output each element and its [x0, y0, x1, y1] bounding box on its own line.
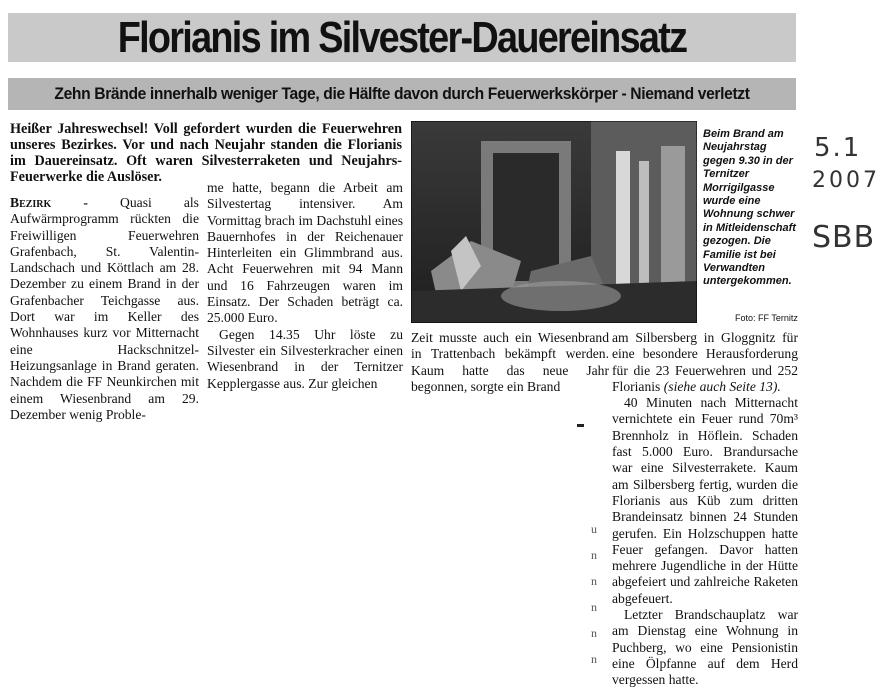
fire-damage-photo — [411, 121, 697, 323]
dateline: Bezirk - — [10, 195, 88, 210]
scan-mark — [577, 424, 584, 427]
handwritten-initials: SBB — [812, 220, 876, 255]
lead-paragraph: Heißer Jahreswechsel! Voll gefordert wurden die Feuerwehren unseres Bezirkes. Vor und nach Neujahr standen die Florianis im Dauereinsatz. Oft waren Silvesterraketen und Neujahrs-Feuerwerke die Auslöser. — [10, 121, 402, 185]
bleed-letter: u — [591, 522, 597, 536]
bleed-letter: n — [591, 548, 597, 562]
photo-caption: Beim Brand am Neujahrstag gegen 9.30 in der Ternitzer Morrigilgasse wurde eine Wohnung schwer in Mitleidenschaft gezogen. Die Familie ist bei Verwandten untergekommen. — [703, 128, 796, 288]
column-1-text: Quasi als Aufwärmprogramm rückten die Freiwilligen Feuerwehren Grafenbach, St. Valentin-Landschach und Köttlach am 28. Dezember zu einem Brand in der Grafenbacher Teichgasse aus. Dort war im Keller des Wohnhauses kurz vor Mitternacht eine Hackschnitzel-Heizungsanlage in Brand geraten. Nachdem die FF Neunkirchen mit einem Wiesenbrand am 29. Dezember wenig Proble- — [10, 195, 199, 422]
column-3-text: Zeit musste auch ein Wiesenbrand in Trattenbach bekämpft werden. Kaum hatte das neue Jahr begonnen, sorgte ein Brand — [411, 330, 609, 394]
headline: Florianis im Silvester-Dauereinsatz — [117, 12, 687, 62]
article-column-3 — [411, 330, 609, 395]
column-4-paragraph-2: 40 Minuten nach Mitternacht vernichtete ein Feuer rund 70m³ Brennholz in Höflein. Schaden fast 5.000 Euro. Brandursache war eine Silvesterrakete. Kaum am Silbersberg fertig, wurden die Florianis aus Küb zum dritten Brandeinsatz binnen 24 Stunden gerufen. Ein Holzschuppen hatte Feuer gefangen. Davor hatten mehrere Jugendliche in der Hütte abgefeiert und zahlreiche Raketen abgefeuert. — [612, 395, 798, 606]
bleed-letter: n — [591, 600, 597, 614]
bleed-letter: n — [591, 574, 597, 588]
handwritten-date-year: 2007 — [812, 168, 880, 193]
subheadline: Zehn Brände innerhalb weniger Tage, die Hälfte davon durch Feuerwerkskörper - Niemand verletzt — [54, 84, 750, 103]
article-column-1 — [10, 195, 199, 423]
handwritten-date-day: 5.1 — [814, 133, 862, 163]
column-2-paragraph-1: me hatte, begann die Arbeit am Silvestertag intensiver. Am Vormittag brach im Dachstuhl eines Bauernhofes in der Reichenauer Hinterleiten ein Glimmbrand aus. Acht Feuerwehren mit 94 Mann und 16 Fahrzeugen waren im Einsatz. Der Schaden beträgt ca. 25.000 Euro. — [207, 180, 403, 326]
column-4-paragraph-3: Letzter Brandschauplatz war am Dienstag eine Wohnung in Puchberg, wo eine Pensionistin eine Ölpfanne auf dem Herd vergessen hatte. — [612, 607, 798, 688]
page-reference: (siehe auch Seite 13). — [663, 378, 781, 394]
photo-credit: Foto: FF Ternitz — [735, 313, 798, 323]
bleed-letter: n — [591, 652, 597, 666]
column-2-paragraph-2: Gegen 14.35 Uhr löste zu Silvester ein Silvesterkracher einen Wiesenbrand in der Ternitzer Kepplergasse aus. Zur gleichen — [207, 326, 403, 391]
article-column-2 — [207, 180, 403, 392]
article-column-4 — [612, 330, 798, 689]
column-4-paragraph-1: am Silbersberg in Gloggnitz für eine besondere Herausforderung für die 23 Feuerwehren und 252 Florianis — [612, 330, 798, 394]
bleed-letter: n — [591, 626, 597, 640]
